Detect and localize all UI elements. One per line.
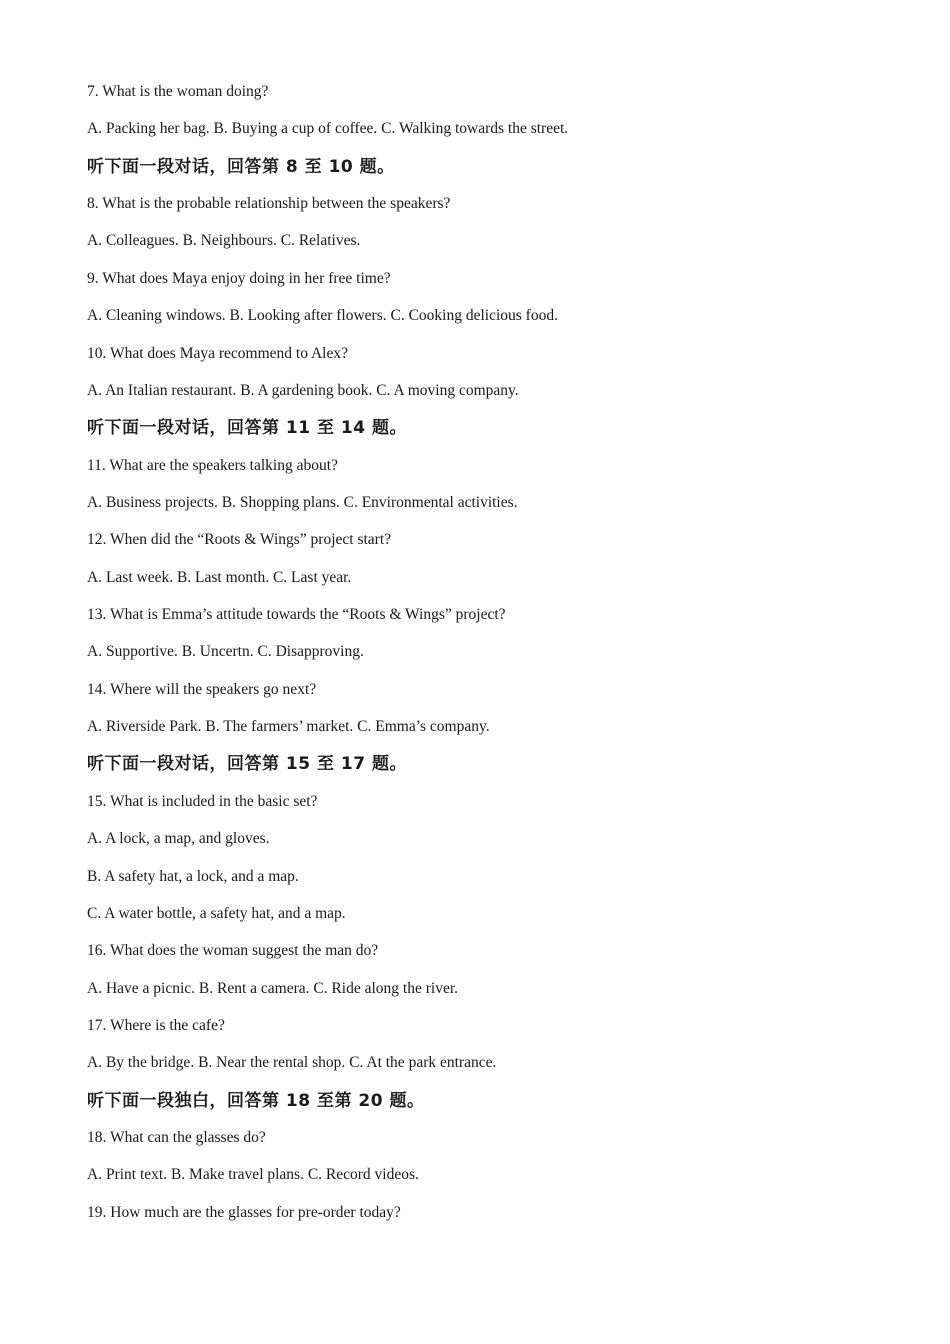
question-15-option-c: C. A water bottle, a safety hat, and a map.	[87, 904, 346, 922]
section-heading-18-20: 听下面一段独白，回答第 18 至第 20 题。	[87, 1090, 425, 1111]
question-14: 14. Where will the speakers go next?	[87, 680, 317, 698]
question-11-options: A. Business projects. B. Shopping plans. C. Environmental activities.	[87, 493, 518, 511]
question-14-options: A. Riverside Park. B. The farmers’ market. C. Emma’s company.	[87, 718, 490, 736]
question-18: 18. What can the glasses do?	[87, 1129, 266, 1147]
question-17-options: A. By the bridge. B. Near the rental shop. C. At the park entrance.	[87, 1054, 497, 1072]
question-13-options: A. Supportive. B. Uncertn. C. Disapproving.	[87, 643, 364, 661]
question-11: 11. What are the speakers talking about?	[87, 456, 338, 474]
section-heading-8-10: 听下面一段对话，回答第 8 至 10 题。	[87, 156, 395, 177]
question-7: 7. What is the woman doing?	[87, 83, 269, 100]
question-15: 15. What is included in the basic set?	[87, 792, 318, 810]
question-9-options: A. Cleaning windows. B. Looking after flowers. C. Cooking delicious food.	[87, 307, 558, 325]
question-15-option-a: A. A lock, a map, and gloves.	[87, 830, 270, 848]
question-12-options: A. Last week. B. Last month. C. Last year.	[87, 568, 352, 586]
question-7-options: A. Packing her bag. B. Buying a cup of coffee. C. Walking towards the street.	[87, 120, 569, 138]
question-19: 19. How much are the glasses for pre-order today?	[87, 1203, 401, 1221]
section-heading-15-17: 听下面一段对话，回答第 15 至 17 题。	[87, 754, 407, 775]
question-15-option-b: B. A safety hat, a lock, and a map.	[87, 867, 299, 885]
question-16: 16. What does the woman suggest the man do?	[87, 942, 379, 960]
question-8: 8. What is the probable relationship between the speakers?	[87, 195, 451, 213]
question-13: 13. What is Emma’s attitude towards the “Roots & Wings” project?	[87, 606, 506, 624]
question-12: 12. When did the “Roots & Wings” project start?	[87, 531, 392, 549]
question-9: 9. What does Maya enjoy doing in her free time?	[87, 269, 391, 287]
document-page	[87, 80, 887, 1238]
question-16-options: A. Have a picnic. B. Rent a camera. C. Ride along the river.	[87, 979, 459, 997]
question-17: 17. Where is the cafe?	[87, 1016, 225, 1034]
question-10-options: A. An Italian restaurant. B. A gardening book. C. A moving company.	[87, 381, 519, 399]
question-18-options: A. Print text. B. Make travel plans. C. Record videos.	[87, 1166, 419, 1184]
section-heading-11-14: 听下面一段对话，回答第 11 至 14 题。	[87, 418, 407, 439]
question-8-options: A. Colleagues. B. Neighbours. C. Relatives.	[87, 232, 361, 250]
question-10: 10. What does Maya recommend to Alex?	[87, 344, 348, 362]
